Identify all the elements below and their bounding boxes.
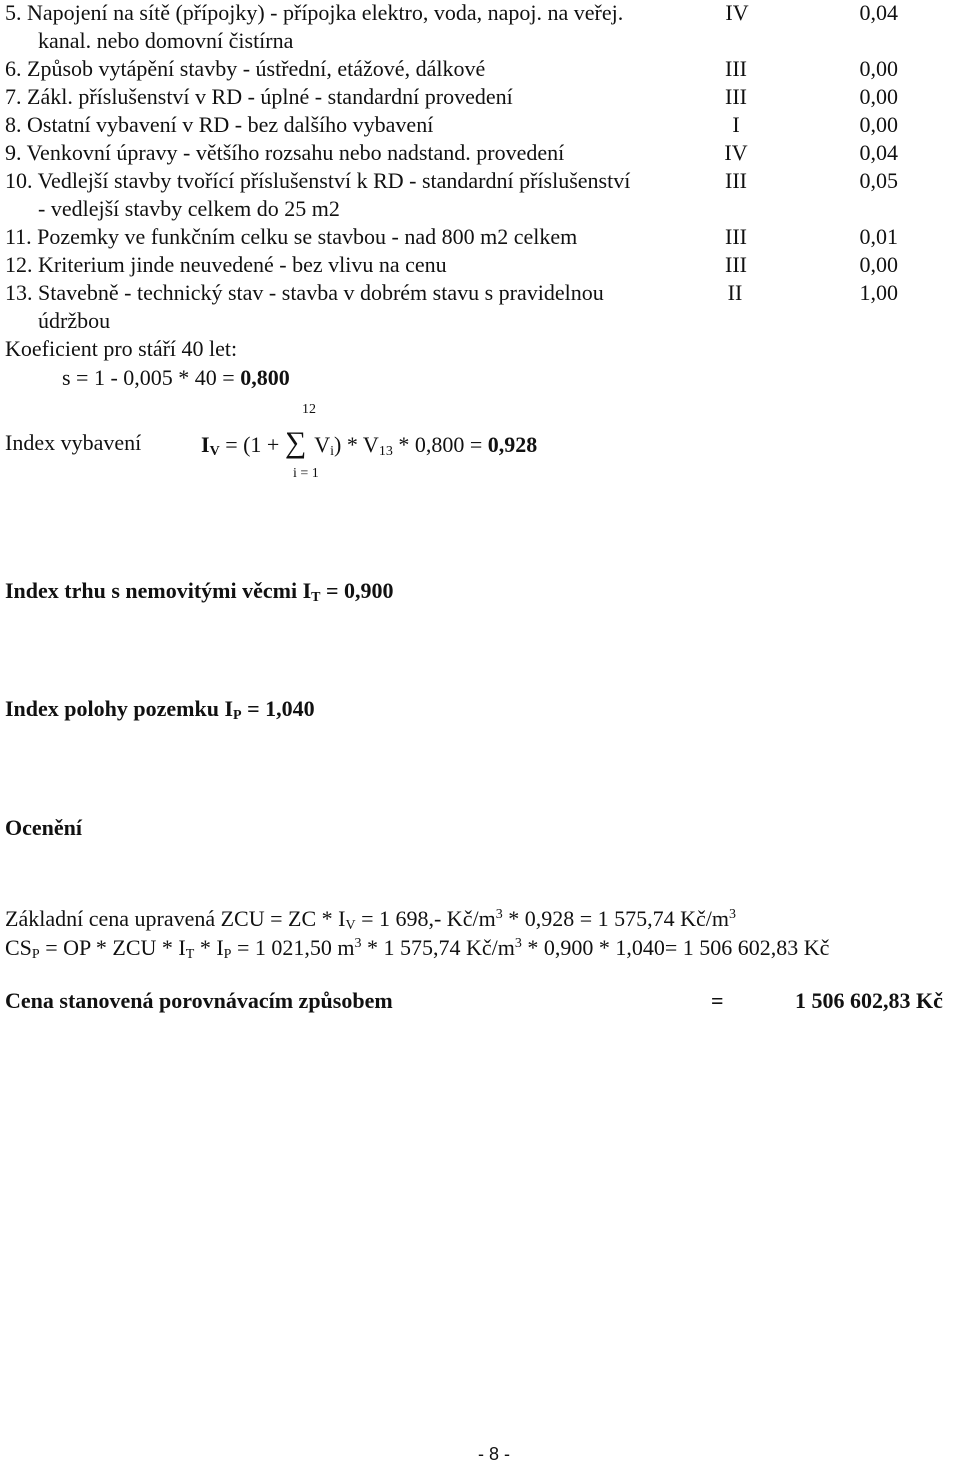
item-class: II xyxy=(727,280,743,305)
item-class: III xyxy=(725,168,747,193)
item-class: III xyxy=(725,56,747,81)
equipment-formula xyxy=(201,428,537,458)
eq-mid: ) * V xyxy=(334,432,379,457)
item-value: 0,00 xyxy=(859,56,898,81)
item-value: 0,04 xyxy=(859,140,898,165)
cs-sub3: P xyxy=(223,947,232,962)
item-text-cont: kanal. nebo domovní čistírna xyxy=(38,28,294,53)
sum-upper-limit: 12 xyxy=(302,402,316,417)
item-class: III xyxy=(725,252,747,277)
location-sub: P xyxy=(233,708,242,723)
equipment-result: 0,928 xyxy=(487,432,538,457)
age-result: 0,800 xyxy=(240,365,290,390)
page-number: - 8 - xyxy=(478,1444,511,1464)
item-text: 10. Vedlejší stavby tvořící příslušenství k RD - standardní příslušenství xyxy=(5,168,631,193)
equipment-label: Index vybavení xyxy=(5,430,142,455)
item-text: 6. Způsob vytápění stavby - ústřední, etážové, dálkové xyxy=(5,56,486,81)
sum-lower-limit: i = 1 xyxy=(293,466,319,481)
sigma-symbol: ∑ xyxy=(284,426,307,459)
base-price-sup2: 3 xyxy=(729,907,736,922)
age-label: Koeficient pro stáří 40 let: xyxy=(5,336,238,361)
cs-sup2: 3 xyxy=(514,936,522,951)
final-label: Cena stanovená porovnávacím způsobem xyxy=(5,988,393,1013)
item-class: I xyxy=(732,112,740,137)
item-class: III xyxy=(725,84,747,109)
item-value: 0,05 xyxy=(859,168,898,193)
item-value: 1,00 xyxy=(859,280,898,305)
location-text: Index polohy pozemku I xyxy=(5,696,234,721)
base-price-line xyxy=(5,906,736,933)
item-value: 0,04 xyxy=(859,0,898,25)
cs-p5: * 1 575,74 Kč/m xyxy=(361,935,515,960)
age-formula-text: s = 1 - 0,005 * 40 = xyxy=(62,365,241,390)
v13-sub: 13 xyxy=(378,444,393,459)
base-price-p1: Základní cena upravená ZCU = ZC * I xyxy=(5,906,346,931)
market-text: Index trhu s nemovitými věcmi I xyxy=(5,578,312,603)
market-index xyxy=(5,578,394,605)
cs-p1: CS xyxy=(5,935,32,960)
cs-sub2: T xyxy=(185,947,195,962)
cs-line xyxy=(5,935,830,962)
item-value: 0,00 xyxy=(859,112,898,137)
final-value: 1 506 602,83 Kč xyxy=(795,988,943,1013)
cs-sub1: P xyxy=(31,947,40,962)
market-value: = 0,900 xyxy=(320,578,394,603)
base-price-sup1: 3 xyxy=(495,907,503,922)
final-equals: = xyxy=(711,988,724,1013)
iv-letter: I xyxy=(201,432,210,457)
base-price-p2: = 1 698,- Kč/m xyxy=(355,906,496,931)
item-class: IV xyxy=(724,140,748,165)
cs-p4: = 1 021,50 m xyxy=(231,935,355,960)
eq-open: = (1 + xyxy=(219,432,285,457)
item-text: 5. Napojení na sítě (přípojky) - přípojka elektro, voda, napoj. na veřej. xyxy=(5,0,624,25)
item-text-cont: údržbou xyxy=(38,308,111,333)
location-index xyxy=(5,696,315,723)
item-class: IV xyxy=(725,0,749,25)
vi-letter: V xyxy=(314,432,331,457)
item-class: III xyxy=(725,224,747,249)
eq-tail: * 0,800 = xyxy=(392,432,488,457)
cs-p3: * I xyxy=(194,935,224,960)
age-formula xyxy=(62,367,290,389)
item-value: 0,00 xyxy=(859,252,898,277)
item-value: 0,00 xyxy=(859,84,898,109)
cs-p2: = OP * ZCU * I xyxy=(39,935,186,960)
item-text: 8. Ostatní vybavení v RD - bez dalšího vybavení xyxy=(5,112,434,137)
item-text: 12. Kriterium jinde neuvedené - bez vlivu na cenu xyxy=(5,252,447,277)
item-text: 13. Stavebně - technický stav - stavba v dobrém stavu s pravidelnou xyxy=(5,280,604,305)
base-price-sub: V xyxy=(345,918,356,933)
iv-sub: V xyxy=(209,444,220,459)
item-text: 9. Venkovní úpravy - většího rozsahu nebo nadstand. provedení xyxy=(5,140,565,165)
item-text: 7. Zákl. příslušenství v RD - úplné - standardní provedení xyxy=(5,84,513,109)
cs-p6: * 0,900 * 1,040= 1 506 602,83 Kč xyxy=(521,935,830,960)
base-price-p3: * 0,928 = 1 575,74 Kč/m xyxy=(502,906,729,931)
valuation-heading: Ocenění xyxy=(5,815,82,840)
item-text: 11. Pozemky ve funkčním celku se stavbou - nad 800 m2 celkem xyxy=(5,224,578,249)
item-text-cont: - vedlejší stavby celkem do 25 m2 xyxy=(38,196,340,221)
location-value: = 1,040 xyxy=(241,696,315,721)
item-value: 0,01 xyxy=(859,224,898,249)
vi-sub: i xyxy=(330,444,334,459)
market-sub: T xyxy=(311,590,321,605)
cs-sup1: 3 xyxy=(354,936,362,951)
